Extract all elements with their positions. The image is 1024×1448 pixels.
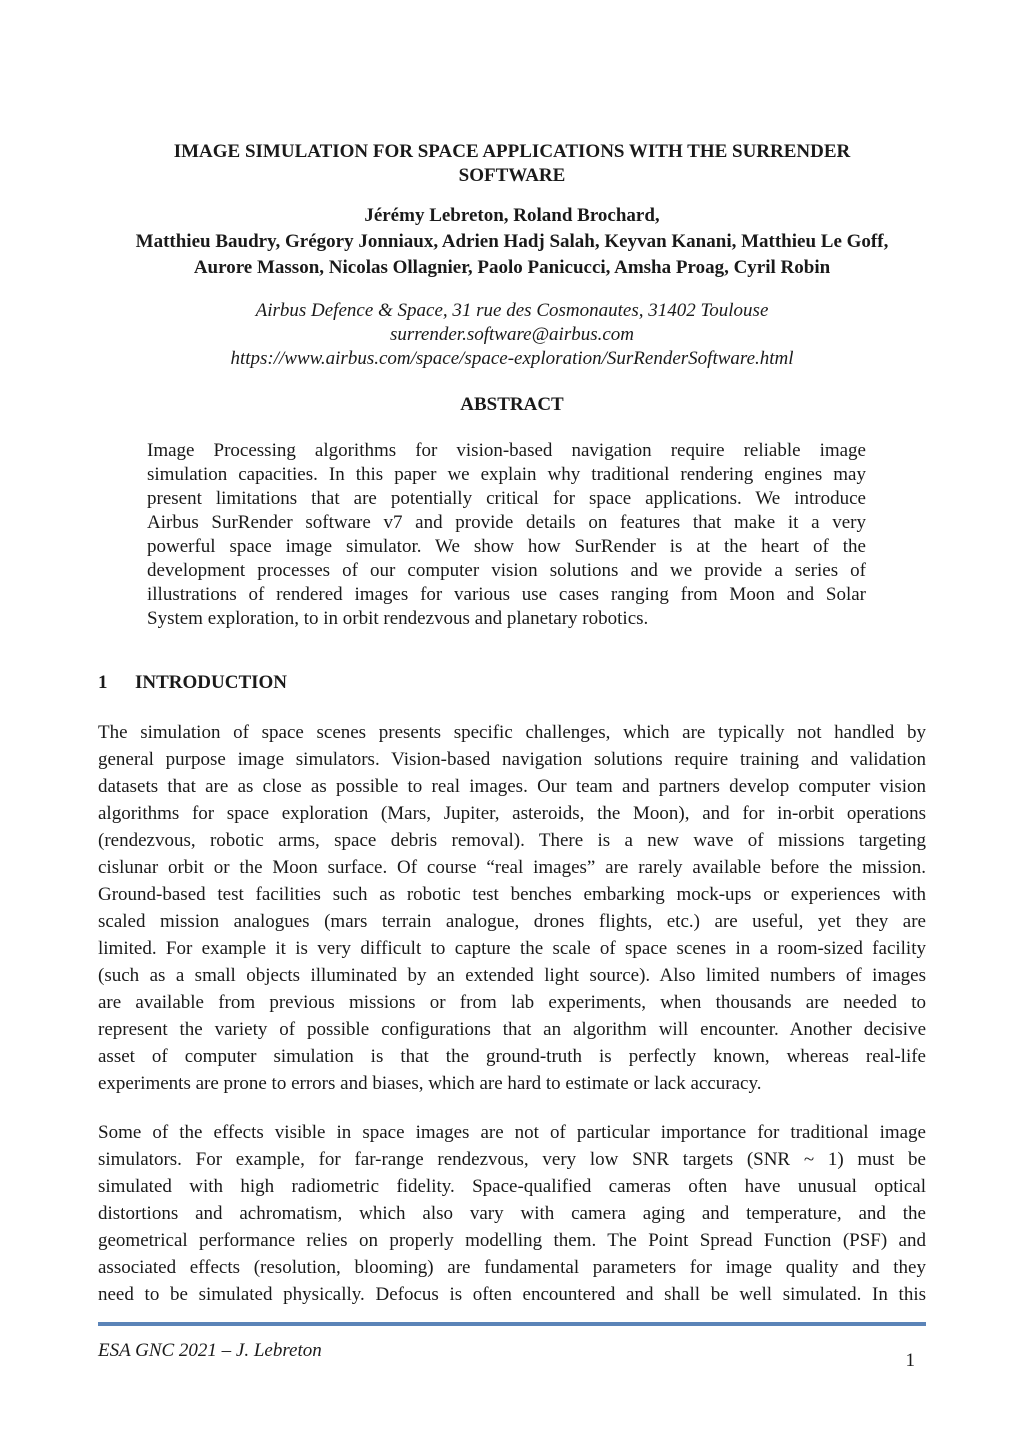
abstract-line: Airbus SurRender software v7 and provide details on features that make it a very [147, 512, 866, 533]
author-line: Jérémy Lebreton, Roland Brochard, [364, 205, 660, 226]
paragraph-line: are available from previous missions or from lab experiments, when thousands are needed to [98, 992, 926, 1013]
abstract-line: Image Processing algorithms for vision-based navigation require reliable image [147, 440, 866, 461]
title-line: SOFTWARE [458, 165, 566, 186]
paragraph-line: distortions and achromatism, which also vary with camera aging and temperature, and the [98, 1203, 926, 1224]
abstract-line: present limitations that are potentially critical for space applications. We introduce [147, 488, 866, 509]
abstract-line: simulation capacities. In this paper we explain why traditional rendering engines may [147, 464, 866, 485]
paragraph-line: geometrical performance relies on properly modelling them. The Point Spread Function (PSF) and [98, 1230, 926, 1251]
paragraph-line: represent the variety of possible configurations that an algorithm will encounter. Another decisive [98, 1019, 926, 1040]
abstract-body [147, 439, 866, 631]
paragraph-line: general purpose image simulators. Vision-based navigation solutions require training and validation [98, 749, 926, 770]
author-list [90, 203, 934, 281]
paragraph-line: (such as a small objects illuminated by an extended light source). Also limited numbers of images [98, 965, 926, 986]
body-paragraph [98, 719, 926, 1097]
section-heading [98, 671, 287, 695]
paragraph-line: asset of computer simulation is that the ground-truth is perfectly known, whereas real-life [98, 1046, 926, 1067]
page-number: 1 [905, 1350, 915, 1371]
paragraph-line: datasets that are as close as possible to real images. Our team and partners develop computer vision [98, 776, 926, 797]
affiliation-email: surrender.software@airbus.com [389, 324, 635, 345]
paragraph-line: simulated with high radiometric fidelity. Space-qualified cameras often have unusual optical [98, 1176, 926, 1197]
paragraph-line: (rendezvous, robotic arms, space debris removal). There is a new wave of missions targeting [98, 830, 926, 851]
paragraph-line: simulators. For example, for far-range rendezvous, very low SNR targets (SNR ~ 1) must be [98, 1149, 926, 1170]
body-paragraph [98, 1119, 926, 1308]
paragraph-line: cislunar orbit or the Moon surface. Of course “real images” are rarely available before the mission. [98, 857, 926, 878]
section-title: INTRODUCTION [135, 672, 288, 693]
paragraph-line: limited. For example it is very difficult to capture the scale of space scenes in a room-sized facility [98, 938, 926, 959]
paragraph-line: experiments are prone to errors and biases, which are hard to estimate or lack accuracy. [98, 1073, 762, 1094]
abstract-line: illustrations of rendered images for various use cases ranging from Moon and Solar [147, 584, 866, 605]
paragraph-line: Some of the effects visible in space images are not of particular importance for traditional image [98, 1122, 926, 1143]
section-number: 1 [98, 672, 108, 693]
abstract-line: development processes of our computer vision solutions and we provide a series of [147, 560, 866, 581]
footer-citation: ESA GNC 2021 – J. Lebreton [98, 1340, 322, 1361]
author-line: Aurore Masson, Nicolas Ollagnier, Paolo Panicucci, Amsha Proag, Cyril Robin [193, 257, 831, 278]
paper-title [90, 140, 934, 188]
title-line: IMAGE SIMULATION FOR SPACE APPLICATIONS WITH THE SURRENDER [173, 141, 851, 162]
paragraph-line: associated effects (resolution, blooming) are fundamental parameters for image quality and they [98, 1257, 926, 1278]
paragraph-line: algorithms for space exploration (Mars, Jupiter, asteroids, the Moon), and for in-orbit operations [98, 803, 926, 824]
affiliation-url: https://www.airbus.com/space/space-exploration/SurRenderSoftware.html [230, 348, 794, 369]
abstract-heading: ABSTRACT [460, 394, 564, 415]
affiliation-address: Airbus Defence & Space, 31 rue des Cosmonautes, 31402 Toulouse [255, 300, 769, 321]
abstract-line: System exploration, to in orbit rendezvous and planetary robotics. [147, 608, 649, 629]
footer-rule [98, 1322, 926, 1326]
paragraph-line: The simulation of space scenes presents specific challenges, which are typically not handled by [98, 722, 926, 743]
author-line: Matthieu Baudry, Grégory Jonniaux, Adrien Hadj Salah, Keyvan Kanani, Matthieu Le Goff, [135, 231, 889, 252]
affiliation [90, 299, 934, 371]
paragraph-line: Ground-based test facilities such as robotic test benches embarking mock-ups or experiences with [98, 884, 926, 905]
paragraph-line: need to be simulated physically. Defocus is often encountered and shall be well simulated. In this [98, 1284, 926, 1305]
abstract-line: powerful space image simulator. We show how SurRender is at the heart of the [147, 536, 866, 557]
paragraph-line: scaled mission analogues (mars terrain analogue, drones flights, etc.) are useful, yet they are [98, 911, 926, 932]
